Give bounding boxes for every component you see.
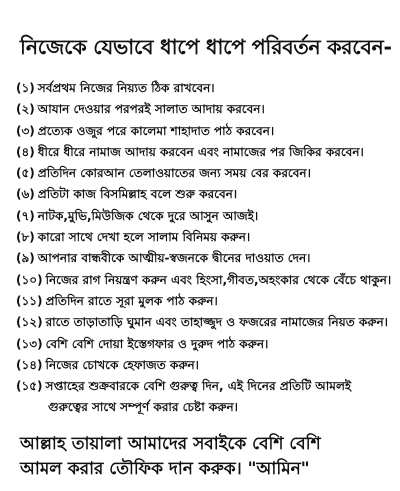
- item-number: (১২): [16, 315, 43, 330]
- closing-line-1: আল্লাহ তায়ালা আমাদের সবাইকে বেশি বেশি: [20, 434, 321, 454]
- item-text: আপনার বান্ধবীকে আত্মীয়-স্বজনকে দ্বীনের দাওয়াত দেন।: [37, 251, 311, 266]
- item-number: (৪): [16, 144, 35, 159]
- list-item: [16, 121, 394, 142]
- closing-line-2: আমল করার তৌফিক দান করুক। "আমিন": [20, 459, 310, 479]
- item-number: (৭): [16, 208, 35, 223]
- item-text: রাতে তাড়াতাড়ি ঘুমান এবং তাহাজ্জুদ ও ফজরের নামাজের নিয়ত করুন।: [45, 315, 388, 330]
- item-text: বেশি বেশি দোয়া ইস্তেগফার ও দুরুদ পাঠ করুন।: [45, 336, 269, 351]
- list-item: [16, 291, 394, 312]
- item-number: (৬): [16, 187, 35, 202]
- page-title: নিজেকে যেভাবে ধাপে ধাপে পরিবর্তন করবেন-: [20, 35, 392, 59]
- list-item: [16, 312, 394, 333]
- item-number: (১৪): [16, 357, 43, 372]
- advice-list: [16, 78, 394, 419]
- item-text: সপ্তাহের শুক্রবারকে বেশি গুরুত্ব দিন, এই দিনের প্রতিটি আমলই: [45, 379, 352, 394]
- item-text: প্রতিটা কাজ বিসমিল্লাহ বলে শুরু করবেন।: [37, 187, 238, 202]
- item-number: (৫): [16, 166, 35, 181]
- item-text-continuation: গুরুত্বের সাথে সম্পূর্ণ করার চেষ্টা করুন।: [48, 400, 238, 415]
- item-number: (৩): [16, 123, 35, 138]
- list-item: [16, 355, 394, 376]
- list-item: [16, 163, 394, 184]
- list-item: [16, 99, 394, 120]
- item-number: (১১): [16, 293, 43, 308]
- item-text: প্রতিদিন রাতে সূরা মুলক পাঠ করুন।: [45, 293, 218, 308]
- item-number: (১৩): [16, 336, 43, 351]
- closing-prayer: [20, 432, 392, 482]
- item-text: নিজের চোখকে হেফাজত করুন।: [45, 357, 199, 372]
- item-number: (৯): [16, 251, 35, 266]
- item-number: (২): [16, 102, 35, 117]
- item-text: ধীরে ধীরে নামাজ আদায় করবেন এবং নামাজের পর জিকির করবেন।: [37, 144, 364, 159]
- item-text: সর্বপ্রথম নিজের নিয়্যত ঠিক রাখবেন।: [37, 81, 215, 95]
- list-item: [16, 78, 394, 99]
- list-item: [16, 142, 394, 163]
- list-item: [16, 184, 394, 205]
- list-item: [16, 227, 394, 248]
- list-item: [16, 334, 394, 355]
- item-number: (৮): [16, 230, 35, 245]
- list-item: [16, 270, 394, 291]
- item-text: আযান দেওয়ার পরপরই সালাত আদায় করবেন।: [37, 102, 265, 117]
- item-text: নাটক,মুভি,মিউজিক থেকে দুরে আসুন আজই।: [37, 208, 259, 223]
- item-text: প্রতিদিন কোরআন তেলাওয়াতের জন্য সময় বের করবেন।: [37, 166, 311, 181]
- item-number: (১): [16, 81, 35, 95]
- item-number: (১৫): [16, 379, 43, 394]
- item-text: প্রত্যেক ওজুর পরে কালেমা শাহাদাত পাঠ করবেন।: [37, 123, 275, 138]
- list-item: [16, 376, 394, 419]
- item-number: (১০): [16, 272, 43, 287]
- item-text: নিজের রাগ নিয়ন্ত্রণ করুন এবং হিংসা,গীবত,অহংকার থেকে বেঁচে থাকুন।: [45, 272, 392, 287]
- list-item: [16, 248, 394, 269]
- list-item: [16, 206, 394, 227]
- item-text: কারো সাথে দেখা হলে সালাম বিনিময় করুন।: [37, 230, 251, 245]
